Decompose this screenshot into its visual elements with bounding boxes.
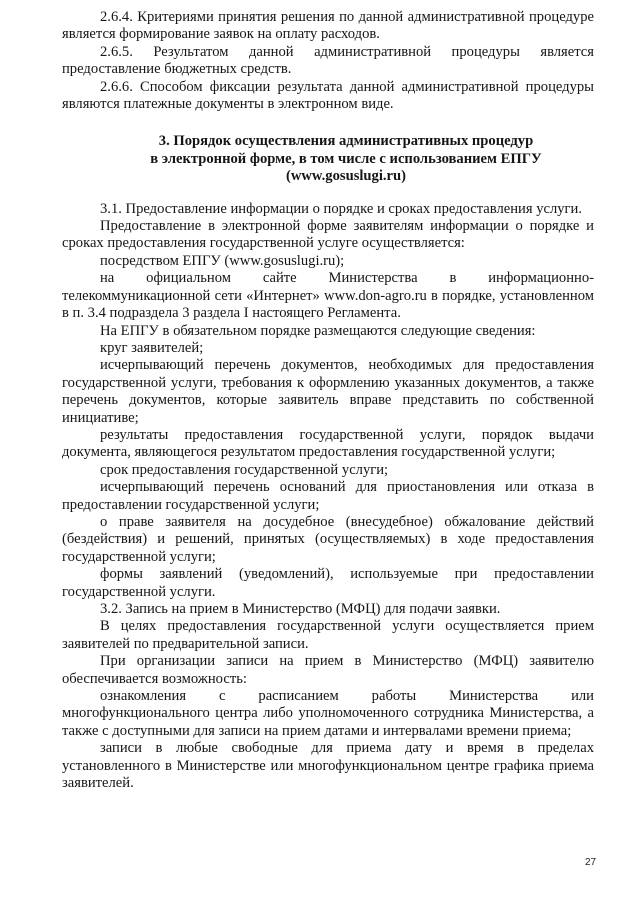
list-item: записи в любые свободные для приема дату и время в пределах установленного в Министерстве или многофункциональном центре графика приема заявителей.: [62, 740, 594, 792]
paragraph-2-6-5: 2.6.5. Результатом данной административной процедуры является предоставление бюджетных средств.: [62, 43, 594, 78]
paragraph: При организации записи на прием в Министерство (МФЦ) заявителю обеспечивается возможность:: [62, 653, 594, 687]
list-item: посредством ЕПГУ (www.gosuslugi.ru);: [100, 252, 345, 269]
list-item: на официальном сайте Министерства в информационно-телекоммуникационной сети «Интернет» www.don-agro.ru в порядке, установленном в п. 3.4 подраздела 3 раздела I настоящего Регламента.: [62, 270, 594, 322]
paragraph-2-6-6: 2.6.6. Способом фиксации результата данной административной процедуры являются платежные документы в электронном виде.: [62, 78, 594, 113]
list-item: результаты предоставления государственной услуги, порядок выдачи документа, являющегося результатом предоставления государственной услуги;: [62, 426, 594, 461]
section-heading: [62, 133, 594, 185]
list-item: исчерпывающий перечень документов, необходимых для предоставления государственной услуги, требования к оформлению указанных документов, а также перечень документов, которые заявитель вправе представить по собственной инициативе;: [62, 357, 594, 426]
paragraph-3-2: 3.2. Запись на прием в Министерство (МФЦ) для подачи заявки.: [100, 601, 501, 617]
list-item: круг заявителей;: [100, 339, 204, 356]
section-heading-line-3: (www.gosuslugi.ru): [285, 168, 406, 185]
paragraph: В целях предоставления государственной услуги осуществляется прием заявителей по предварительной записи.: [62, 618, 594, 652]
list-item: исчерпывающий перечень оснований для приостановления или отказа в предоставлении государственной услуги;: [62, 479, 594, 513]
document-body: [62, 9, 594, 792]
section-heading-line-1: 3. Порядок осуществления административных процедур: [158, 133, 534, 150]
list-item: о праве заявителя на досудебное (внесудебное) обжалование действий (бездействия) и решений, принятых (осуществляемых) в ходе предоставления государственной услуги;: [62, 513, 594, 565]
paragraph: На ЕПГУ в обязательном порядке размещаются следующие сведения:: [100, 322, 536, 339]
page-number: 27: [585, 857, 597, 868]
list-item: ознакомления с расписанием работы Министерства или многофункционального центра либо уполномоченного сотрудника Министерства, а также с доступными для записи на прием датами и интервалами времени приема;: [62, 688, 594, 739]
paragraph-3-1: 3.1. Предоставление информации о порядке и сроках предоставления услуги.: [100, 200, 582, 217]
paragraph: Предоставление в электронной форме заявителям информации о порядке и сроках предоставления государственной услуге осуществляется:: [62, 218, 594, 252]
paragraph-2-6-4: 2.6.4. Критериями принятия решения по данной административной процедуре является формирование заявок на оплату расходов.: [62, 9, 594, 43]
section-heading-line-2: в электронной форме, в том числе с использованием ЕПГУ: [150, 150, 542, 167]
list-item: формы заявлений (уведомлений), используемые при предоставлении государственной услуги.: [62, 566, 594, 600]
list-item: срок предоставления государственной услуги;: [100, 461, 389, 478]
